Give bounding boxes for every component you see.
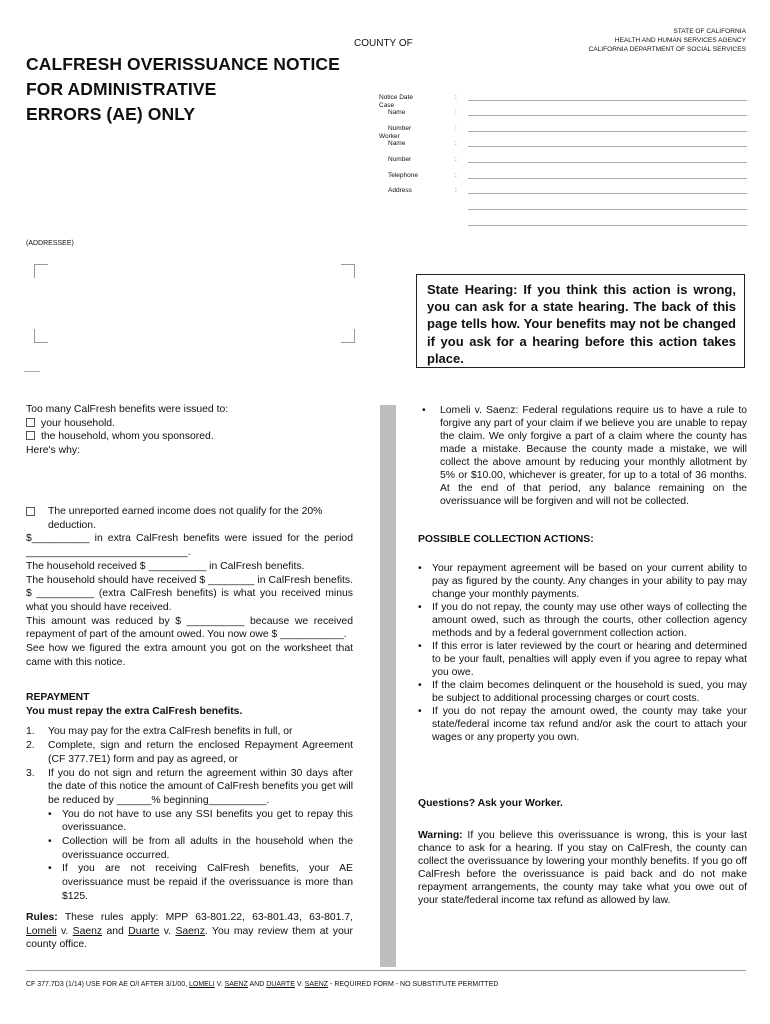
- column-divider-bar: [380, 405, 396, 967]
- collection-bullet-2: [418, 601, 747, 640]
- case-name-input[interactable]: [468, 115, 747, 116]
- item-text: Complete, sign and return the enclosed Repayment Agreement (CF 377.7E1) form and pay as agreed, or: [48, 740, 353, 765]
- bullet: •: [422, 405, 426, 416]
- subitem-text: You do not have to use any SSI benefits you get to repay this overissuance.: [62, 808, 353, 834]
- case-saenz: Saenz: [175, 925, 205, 937]
- repay-subitem-collection: [48, 835, 353, 862]
- case-number-input[interactable]: [468, 131, 747, 132]
- worker-number-input[interactable]: [468, 162, 747, 163]
- bullet: •: [48, 863, 52, 875]
- telephone-label: Telephone: [388, 172, 418, 179]
- lomeli-section: [418, 404, 747, 508]
- versus: v.: [159, 925, 176, 937]
- checkbox-sponsored-household[interactable]: [26, 431, 35, 440]
- address-input-line-3[interactable]: [468, 225, 747, 226]
- questions-heading: Questions? Ask your Worker.: [418, 798, 563, 809]
- colon: :: [455, 109, 457, 116]
- warning-text: If you believe this overissuance is wrong, this is your last chance to ask for a hearing. If you stay on CalFresh, the county can collect the overissuance by lowering your monthly benefits. If you go off CalFresh before the overissuance is paid back and do not make repayment arrangements, the county may take what you owe out of your state/federal income tax refund as allowed by law.: [418, 830, 747, 906]
- address-label: Address: [388, 187, 412, 194]
- warning-section: [418, 829, 747, 907]
- option-label: your household.: [41, 417, 115, 429]
- bullet: •: [418, 563, 422, 574]
- calc-worksheet: See how we figured the extra amount you got on the worksheet that came with this notice.: [26, 643, 353, 668]
- form-footer: [26, 981, 498, 988]
- window-corner-bottom-left: [34, 329, 48, 343]
- bullet-text: If you do not repay the amount owed, the county may take your state/federal income tax refund and/or ask the court to attach your wages or any property you own.: [432, 706, 747, 743]
- agency-line-2: HEALTH AND HUMAN SERVICES AGENCY: [614, 37, 746, 44]
- bullet: •: [418, 602, 422, 613]
- bullet-text: If the claim becomes delinquent or the household is sued, you may be subject to additional processing charges or court costs.: [432, 680, 747, 704]
- calc-received: The household received $ __________ in CalFresh benefits.: [26, 560, 305, 572]
- worker-name-label: Name: [388, 140, 406, 147]
- bullet-text: If you do not repay, the county may use other ways of collecting the amount owed, such as through the courts, other collection agency methods and by a federal government collection action.: [432, 602, 747, 639]
- notice-date-input[interactable]: [468, 100, 747, 101]
- address-input-line-2[interactable]: [468, 209, 747, 210]
- collection-heading: POSSIBLE COLLECTION ACTIONS:: [418, 534, 594, 545]
- colon: :: [455, 172, 457, 179]
- address-input-line-1[interactable]: [468, 193, 747, 194]
- case-lomeli: Lomeli: [26, 925, 57, 937]
- item-number: 1.: [26, 726, 35, 738]
- rules-text-end: . You may review them at your county office.: [26, 925, 353, 951]
- footer-rule: [26, 970, 746, 971]
- agency-line-1: STATE OF CALIFORNIA: [673, 28, 746, 35]
- reason-text: The unreported earned income does not qualify for the 20% deduction.: [48, 506, 323, 531]
- intro-text: Too many CalFresh benefits were issued to:: [26, 404, 229, 415]
- warning-label: Warning:: [418, 830, 463, 841]
- rules-text: These rules apply: MPP 63-801.22, 63-801.43, 63-801.7,: [57, 912, 353, 923]
- rules-section: [26, 911, 353, 952]
- repayment-section: [26, 691, 353, 904]
- footer-text-end: - REQUIRED FORM - NO SUBSTITUTE PERMITTED: [328, 981, 499, 988]
- bullet: •: [418, 641, 422, 652]
- title-line-2: FOR ADMINISTRATIVE: [26, 79, 217, 99]
- form-title: [26, 52, 340, 127]
- county-label: COUNTY OF: [354, 38, 413, 49]
- item-number: 2.: [26, 740, 35, 752]
- and-text: AND: [247, 981, 267, 988]
- option-sponsored-household: [26, 430, 353, 444]
- calc-should-have: The household should have received $ ________ in CalFresh benefits. $ __________ (extra CalFresh benefits) is what you received minus what you should have received.: [26, 574, 353, 613]
- case-duarte: Duarte: [128, 925, 160, 937]
- versus: V.: [294, 981, 305, 988]
- checkbox-your-household[interactable]: [26, 418, 35, 427]
- case-name-label: Name: [388, 109, 406, 116]
- bullet: •: [418, 706, 422, 717]
- colon: :: [455, 94, 457, 101]
- window-corner-top-left: [34, 264, 48, 278]
- fold-mark: [24, 371, 40, 372]
- rules-label: Rules:: [26, 912, 58, 923]
- footer-lomeli: LOMELI: [189, 981, 215, 988]
- item-text: You may pay for the extra CalFresh benefits in full, or: [48, 726, 293, 738]
- notice-date-label: Notice Date: [379, 94, 413, 101]
- bullet: •: [48, 836, 52, 848]
- checkbox-unreported-income[interactable]: [26, 507, 35, 516]
- state-hearing-box: State Hearing: If you think this action is wrong, you can ask for a state hearing. The back of this page tells how. Your benefits may not be changed if you ask for a hearing before this action takes place.: [416, 274, 745, 368]
- bullet: •: [48, 808, 52, 820]
- collection-bullet-5: [418, 705, 747, 744]
- footer-saenz: SAENZ: [304, 981, 329, 988]
- collection-bullet-1: [418, 562, 747, 601]
- footer-duarte: DUARTE: [266, 981, 295, 988]
- repayment-subheading: You must repay the extra CalFresh benefits.: [26, 705, 243, 717]
- case-saenz: Saenz: [72, 925, 103, 937]
- bullet-text: If this error is later reviewed by the court or hearing and determined to be your fault, penalties will apply even if you agree to repay what you owe.: [432, 641, 747, 678]
- repay-subitem-not-receiving: [48, 862, 353, 903]
- case-number-label: Number: [388, 125, 412, 132]
- left-column-intro: [26, 403, 353, 458]
- bullet: •: [418, 680, 422, 691]
- worker-label: Worker: [379, 133, 400, 140]
- and-text: and: [102, 925, 129, 937]
- addressee-label: (ADDRESSEE): [26, 240, 74, 247]
- reason-option: [26, 505, 353, 532]
- bullet-text: Your repayment agreement will be based on your current ability to pay as figured by the county. Any changes in your ability to pay may change your monthly payments.: [432, 563, 747, 600]
- versus: V.: [214, 981, 225, 988]
- calc-issued: $__________ in extra CalFresh benefits were issued for the period ____________________________.: [26, 533, 353, 559]
- repay-item-1: [26, 725, 353, 739]
- worker-number-label: Number: [388, 156, 412, 163]
- repay-item-3: [26, 767, 353, 808]
- item-number: 3.: [26, 767, 35, 779]
- telephone-input[interactable]: [468, 178, 747, 179]
- window-corner-top-right: [341, 264, 355, 278]
- subitem-text: Collection will be from all adults in the household when the overissuance occurred.: [62, 836, 353, 861]
- repayment-heading: REPAYMENT: [26, 692, 90, 703]
- colon: :: [455, 187, 457, 194]
- subitem-text: If you are not receiving CalFresh benefits, your AE overissuance must be repaid if the overissuance is more than $125.: [62, 863, 353, 902]
- item-text: If you do not sign and return the agreement within 30 days after the date of this notice the amount of CalFresh benefits you get will be reduced by ______% beginning__________.: [48, 767, 353, 806]
- window-corner-bottom-right: [341, 329, 355, 343]
- colon: :: [455, 140, 457, 147]
- colon: :: [455, 125, 457, 132]
- worker-name-input[interactable]: [468, 146, 747, 147]
- footer-text: CF 377.7D3 (1/14) USE FOR AE O/I AFTER 3/1/00,: [26, 981, 190, 988]
- collection-section: [418, 533, 747, 744]
- title-line-1: CALFRESH OVERISSUANCE NOTICE: [26, 54, 340, 74]
- lomeli-text: Lomeli v. Saenz: Federal regulations require us to have a rule to forgive any part of your claim if we believe you are unable to repay the claim. We only forgive a part of a claim where the county has made a mistake. Because the county made a mistake, we will collect the above amount by reducing your monthly allotment by 5% or $10.00, whichever is greater, for up to a total of 36 months. At the end of that period, any balance remaining on the overissuance will be forgiven and will not be collected.: [440, 405, 747, 507]
- option-your-household: [26, 417, 353, 431]
- left-column-calc: [26, 505, 353, 669]
- calc-reduced: This amount was reduced by $ __________ because we received repayment of part of the amount owed. You now owe $ ___________.: [26, 615, 353, 641]
- option-label: the household, whom you sponsored.: [41, 431, 214, 443]
- collection-bullet-4: [418, 679, 747, 705]
- footer-saenz: SAENZ: [224, 981, 248, 988]
- collection-bullet-3: [418, 640, 747, 679]
- case-label: Case: [379, 102, 395, 109]
- agency-line-3: CALIFORNIA DEPARTMENT OF SOCIAL SERVICES: [588, 46, 746, 53]
- title-line-3: ERRORS (AE) ONLY: [26, 104, 196, 124]
- versus: v.: [56, 925, 73, 937]
- repay-item-2: [26, 739, 353, 766]
- agency-header: [588, 27, 746, 54]
- heres-why: Here's why:: [26, 445, 80, 457]
- lomeli-paragraph: [418, 404, 747, 508]
- repay-subitem-ssi: [48, 808, 353, 835]
- colon: :: [455, 156, 457, 163]
